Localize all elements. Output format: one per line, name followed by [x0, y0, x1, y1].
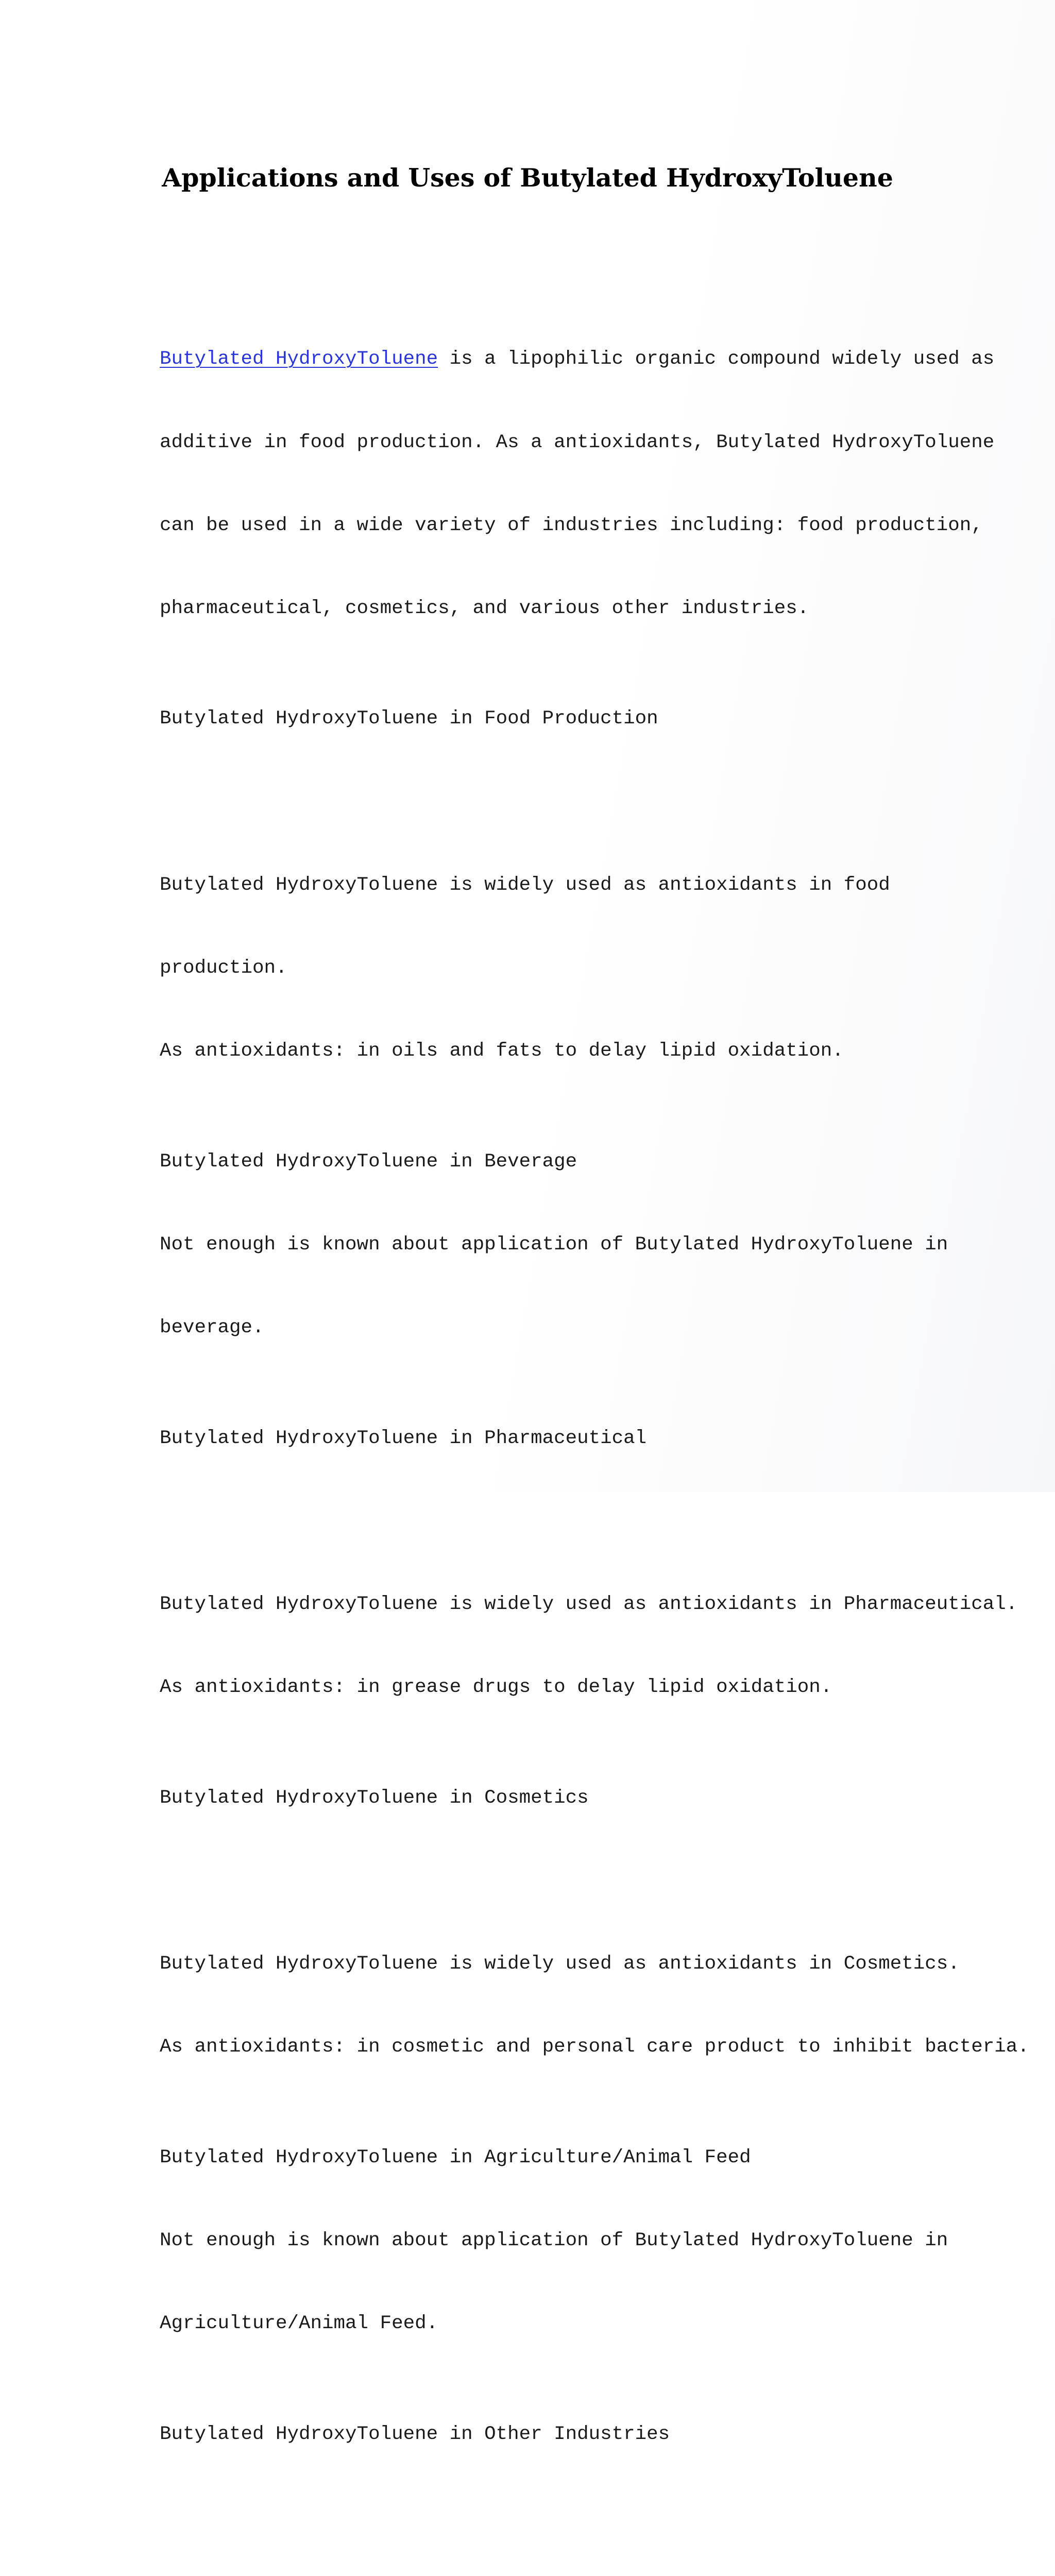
pharma-line-1: Butylated HydroxyToluene is widely used as antioxidants in Pharmaceutical.: [160, 1593, 1018, 1615]
section-heading-food: Butylated HydroxyToluene in Food Production: [160, 708, 658, 730]
food-line-1: Butylated HydroxyToluene is widely used as antioxidants in food: [160, 874, 890, 896]
cosmetics-line-2: As antioxidants: in cosmetic and personal care product to inhibit bacteria.: [160, 2036, 1029, 2058]
bht-link[interactable]: Butylated HydroxyToluene: [160, 348, 438, 370]
section-heading-other: Butylated HydroxyToluene in Other Industries: [160, 2423, 670, 2445]
spacer: [160, 1508, 922, 1536]
intro-line-1-text: is a lipophilic organic compound widely used as: [438, 348, 995, 370]
intro-line-2: additive in food production. As a antioxidants, Butylated HydroxyToluene: [160, 431, 995, 453]
spacer: [160, 2504, 922, 2532]
intro-line-1: [160, 346, 995, 374]
food-line-3: As antioxidants: in oils and fats to delay lipid oxidation.: [160, 1040, 844, 1062]
document-body: [160, 291, 1029, 2576]
cosmetics-line-1: Butylated HydroxyToluene is widely used as antioxidants in Cosmetics.: [160, 1953, 960, 1975]
agri-line-1: Not enough is known about application of Butylated HydroxyToluene in: [160, 2229, 948, 2251]
spacer: [160, 789, 922, 817]
spacer: [160, 1868, 922, 1895]
section-heading-cosmetics: Butylated HydroxyToluene in Cosmetics: [160, 1787, 589, 1809]
beverage-line-1: Not enough is known about application of Butylated HydroxyToluene in: [160, 1233, 948, 1256]
food-line-2: production.: [160, 957, 287, 979]
intro-line-4: pharmaceutical, cosmetics, and various other industries.: [160, 597, 809, 619]
section-heading-agriculture: Butylated HydroxyToluene in Agriculture/Animal Feed: [160, 2146, 751, 2168]
beverage-line-2: beverage.: [160, 1316, 264, 1338]
section-heading-pharmaceutical: Butylated HydroxyToluene in Pharmaceutical: [160, 1427, 647, 1449]
page-title: Applications and Uses of Butylated HydroxyToluene: [162, 163, 893, 193]
pharma-line-2: As antioxidants: in grease drugs to delay lipid oxidation.: [160, 1676, 832, 1698]
agri-line-2: Agriculture/Animal Feed.: [160, 2312, 438, 2334]
section-heading-beverage: Butylated HydroxyToluene in Beverage: [160, 1150, 577, 1173]
intro-line-3: can be used in a wide variety of industries including: food production,: [160, 514, 983, 536]
